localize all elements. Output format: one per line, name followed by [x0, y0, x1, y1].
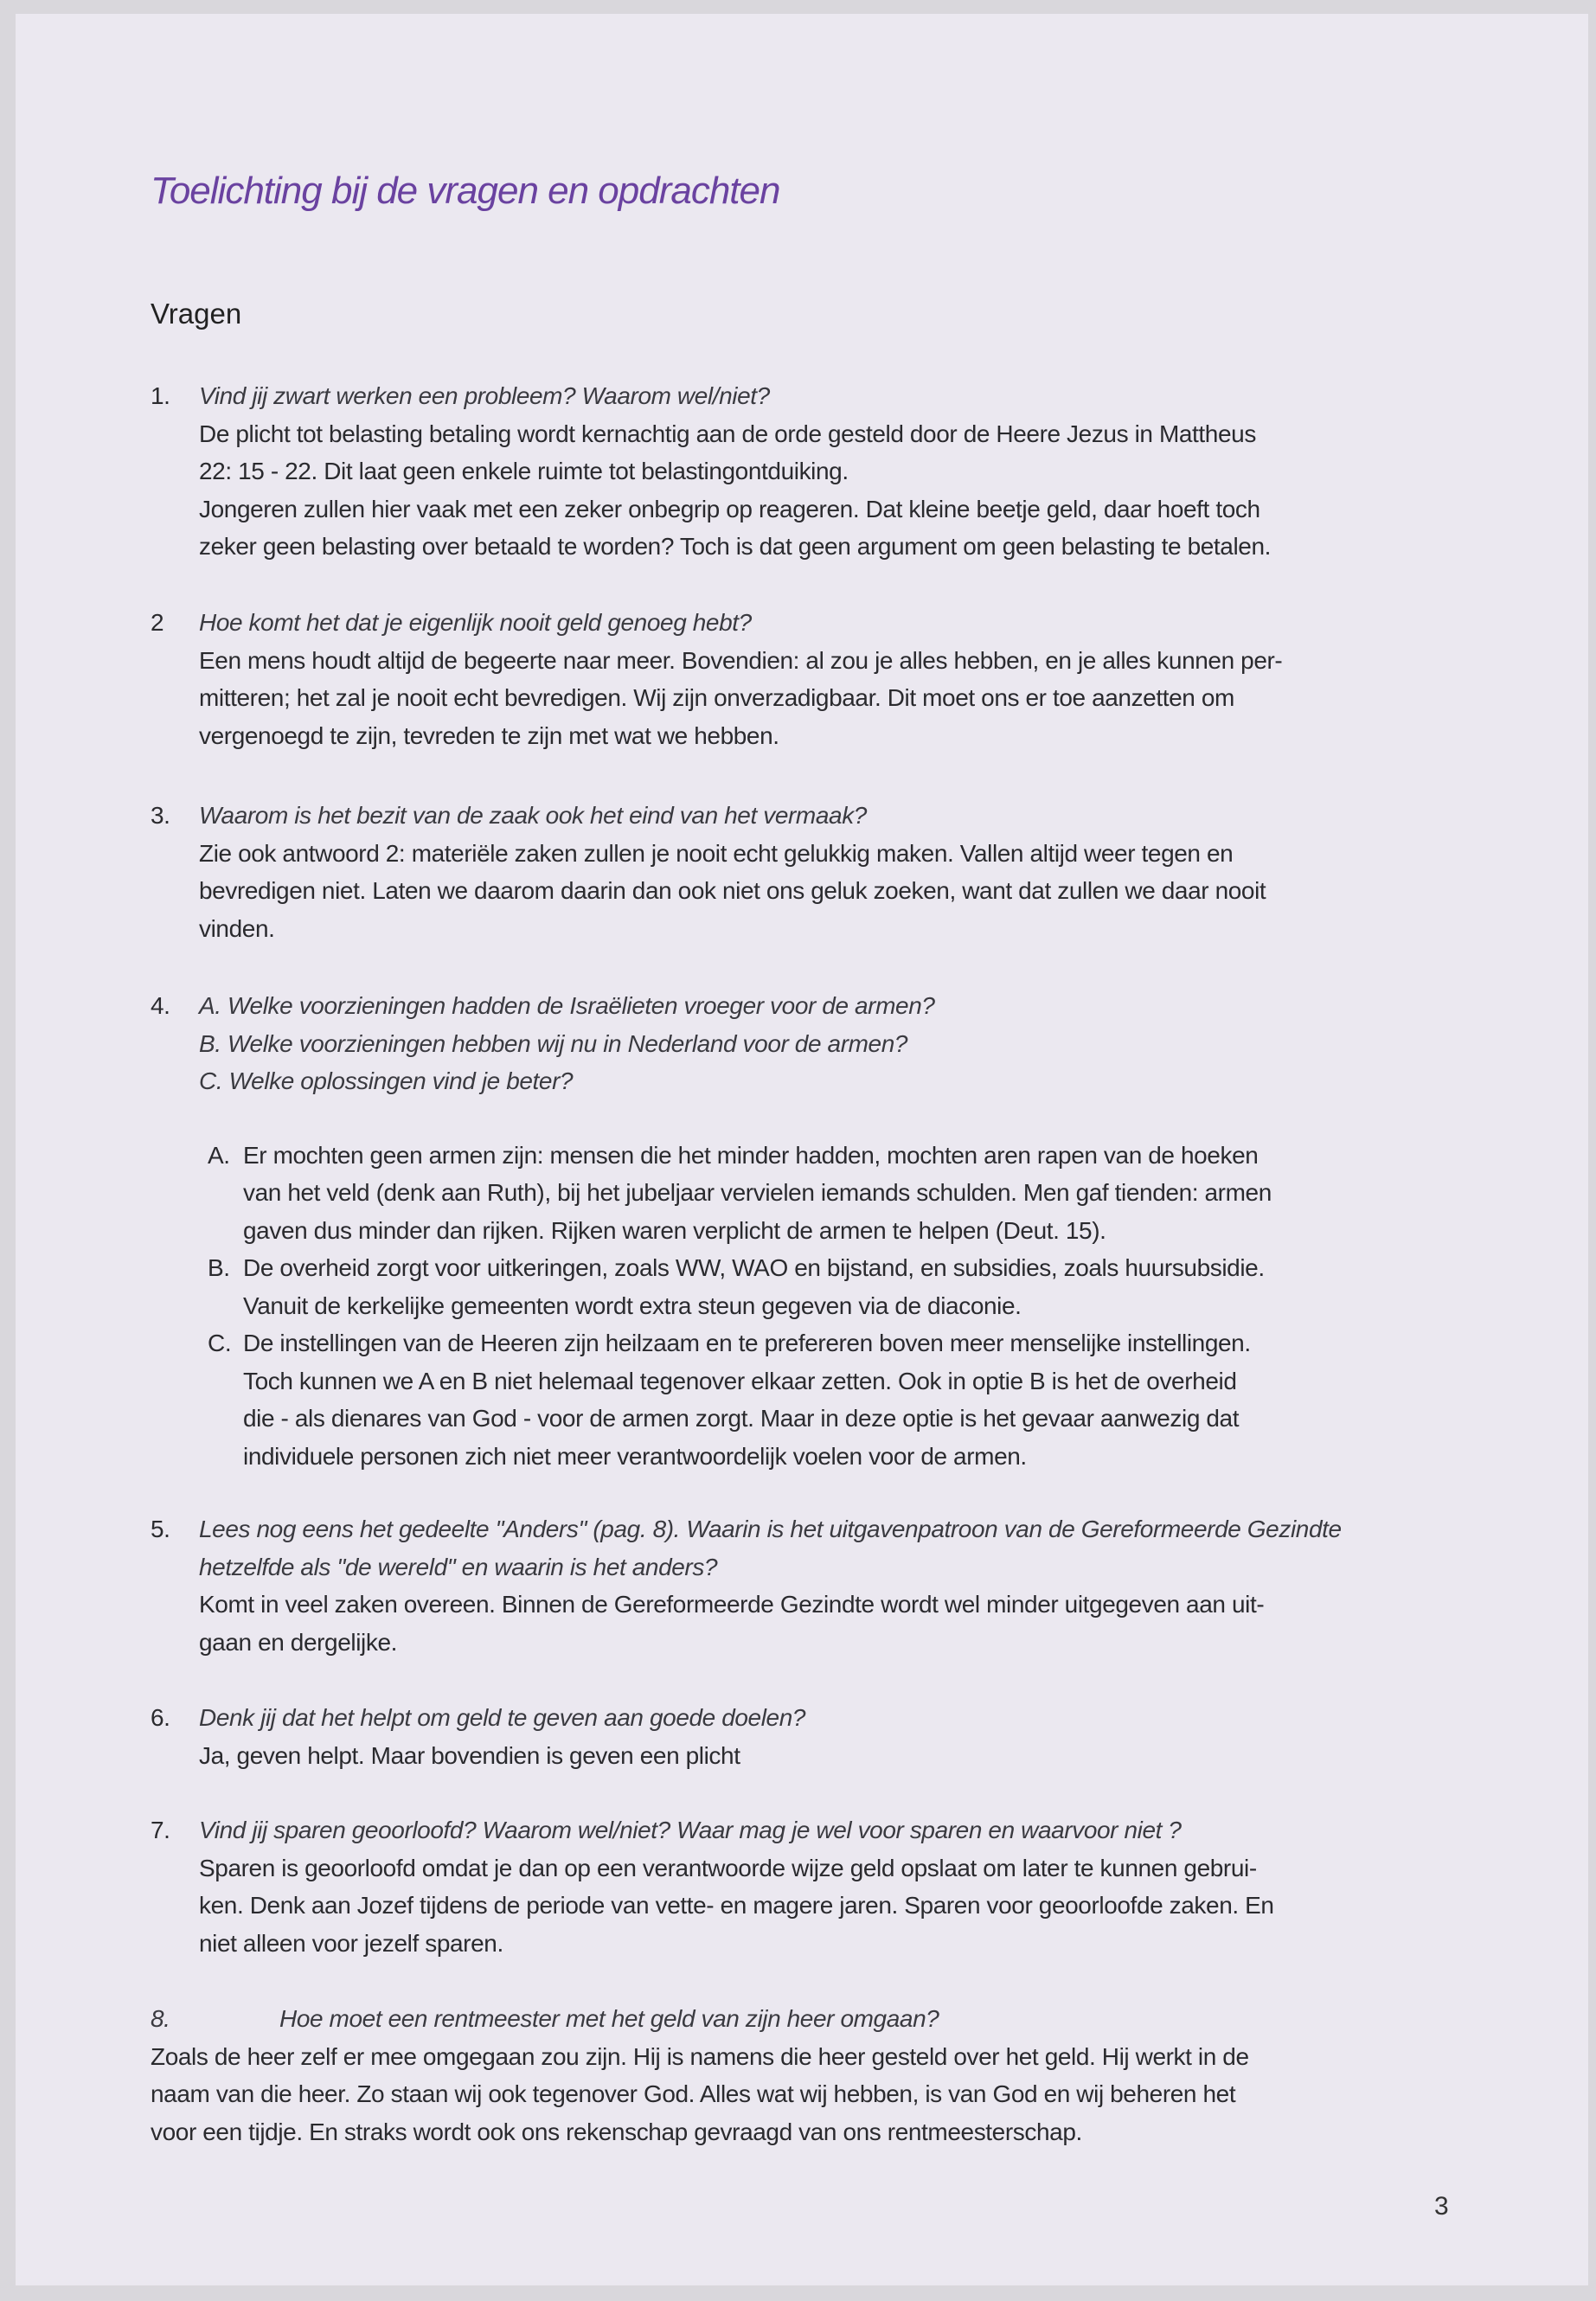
answer-text: vergenoegd te zijn, tevreden te zijn met wat we hebben.	[199, 721, 779, 749]
answer-option-text: De overheid zorgt voor uitkeringen, zoals WW, WAO en bijstand, en subsidies, zoals huursubsidie.	[243, 1254, 1265, 1281]
question-text: Vind jij sparen geoorloofd? Waarom wel/niet? Waar mag je wel voor sparen en waarvoor niet ?	[199, 1817, 1182, 1843]
answer-option-text: Vanuit de kerkelijke gemeenten wordt extra steun gegeven via de diaconie.	[243, 1292, 1022, 1319]
answer-option-letter: A.	[208, 1141, 230, 1169]
answer-option-text: individuele personen zich niet meer verantwoordelijk voelen voor de armen.	[243, 1442, 1027, 1470]
question-number: 8.	[151, 2005, 170, 2032]
answer-text: Zoals de heer zelf er mee omgegaan zou zijn. Hij is namens die heer gesteld over het geld. Hij werkt in de	[151, 2042, 1249, 2070]
question-number: 4.	[151, 992, 170, 1019]
answer-text: naam van die heer. Zo staan wij ook tegenover God. Alles wat wij hebben, is van God en wij beheren het	[151, 2080, 1236, 2107]
answer-text: Jongeren zullen hier vaak met een zeker onbegrip op reageren. Dat kleine beetje geld, daar hoeft toch	[199, 495, 1260, 522]
question-text: Hoe komt het dat je eigenlijk nooit geld genoeg hebt?	[199, 609, 752, 636]
question-number: 7.	[151, 1817, 170, 1843]
answer-text: Zie ook antwoord 2: materiële zaken zullen je nooit echt gelukkig maken. Vallen altijd weer tegen en	[199, 839, 1234, 867]
answer-option-text: van het veld (denk aan Ruth), bij het jubeljaar vervielen iemands schulden. Men gaf tienden: armen	[243, 1179, 1272, 1206]
answer-text: Ja, geven helpt. Maar bovendien is geven een plicht	[199, 1741, 740, 1769]
page-number: 3	[1434, 2192, 1449, 2221]
answer-text: vinden.	[199, 914, 275, 942]
answer-option-text: De instellingen van de Heeren zijn heilzaam en te prefereren boven meer menselijke instellingen.	[243, 1330, 1251, 1356]
answer-option-text: die - als dienares van God - voor de armen zorgt. Maar in deze optie is het gevaar aanwezig dat	[243, 1405, 1240, 1432]
answer-option-text: gaven dus minder dan rijken. Rijken waren verplicht de armen te helpen (Deut. 15).	[243, 1216, 1106, 1244]
question-text: Waarom is het bezit van de zaak ook het eind van het vermaak?	[199, 802, 867, 829]
question-text: Lees nog eens het gedeelte "Anders" (pag. 8). Waarin is het uitgavenpatroon van de Gereformeerde Gezindte	[199, 1516, 1342, 1542]
answer-option-text: Er mochten geen armen zijn: mensen die het minder hadden, mochten aren rapen van de hoeken	[243, 1141, 1259, 1169]
question-text: C. Welke oplossingen vind je beter?	[199, 1067, 574, 1094]
question-text: B. Welke voorzieningen hebben wij nu in Nederland voor de armen?	[199, 1029, 908, 1057]
answer-option-letter: B.	[208, 1254, 230, 1281]
answer-text: mitteren; het zal je nooit echt bevredigen. Wij zijn onverzadigbaar. Dit moet ons er toe aanzetten om	[199, 684, 1234, 711]
answer-text: voor een tijdje. En straks wordt ook ons rekenschap gevraagd van ons rentmeesterschap.	[151, 2118, 1082, 2145]
question-text: Denk jij dat het helpt om geld te geven aan goede doelen?	[199, 1704, 806, 1731]
answer-text: De plicht tot belasting betaling wordt kernachtig aan de orde gesteld door de Heere Jezus in Mattheus	[199, 420, 1256, 447]
answer-text: bevredigen niet. Laten we daarom daarin dan ook niet ons geluk zoeken, want dat zullen we daar nooit	[199, 877, 1266, 904]
answer-text: gaan en dergelijke.	[199, 1628, 398, 1656]
answer-option-letter: C.	[208, 1330, 232, 1356]
answer-option-text: Toch kunnen we A en B niet helemaal tegenover elkaar zetten. Ook in optie B is het de overheid	[243, 1367, 1237, 1394]
question-number: 6.	[151, 1704, 170, 1731]
question-number: 5.	[151, 1516, 170, 1542]
page-title: Toelichting bij de vragen en opdrachten	[151, 170, 780, 212]
question-text: Vind jij zwart werken een probleem? Waarom wel/niet?	[199, 382, 770, 409]
question-text: Hoe moet een rentmeester met het geld van zijn heer omgaan?	[279, 2005, 939, 2032]
answer-text: Sparen is geoorloofd omdat je dan op een verantwoorde wijze geld opslaat om later te kunnen gebrui-	[199, 1854, 1257, 1881]
answer-text: 22: 15 - 22. Dit laat geen enkele ruimte tot belastingontduiking.	[199, 458, 849, 484]
answer-text: niet alleen voor jezelf sparen.	[199, 1929, 503, 1957]
question-number: 1.	[151, 382, 170, 409]
answer-text: Een mens houdt altijd de begeerte naar meer. Bovendien: al zou je alles hebben, en je alles kunnen per-	[199, 646, 1283, 674]
answer-text: Komt in veel zaken overeen. Binnen de Gereformeerde Gezindte wordt wel minder uitgegeven aan uit-	[199, 1591, 1265, 1618]
answer-text: zeker geen belasting over betaald te worden? Toch is dat geen argument om geen belasting te betalen.	[199, 533, 1272, 560]
question-number: 3.	[151, 802, 170, 829]
section-heading: Vragen	[151, 298, 242, 330]
question-number: 2	[151, 609, 164, 636]
document-page	[16, 14, 1588, 2285]
question-text: A. Welke voorzieningen hadden de Israëlieten vroeger voor de armen?	[199, 992, 935, 1019]
question-text: hetzelfde als "de wereld" en waarin is het anders?	[199, 1553, 718, 1580]
answer-text: ken. Denk aan Jozef tijdens de periode van vette- en magere jaren. Sparen voor geoorloofde zaken. En	[199, 1892, 1274, 1919]
